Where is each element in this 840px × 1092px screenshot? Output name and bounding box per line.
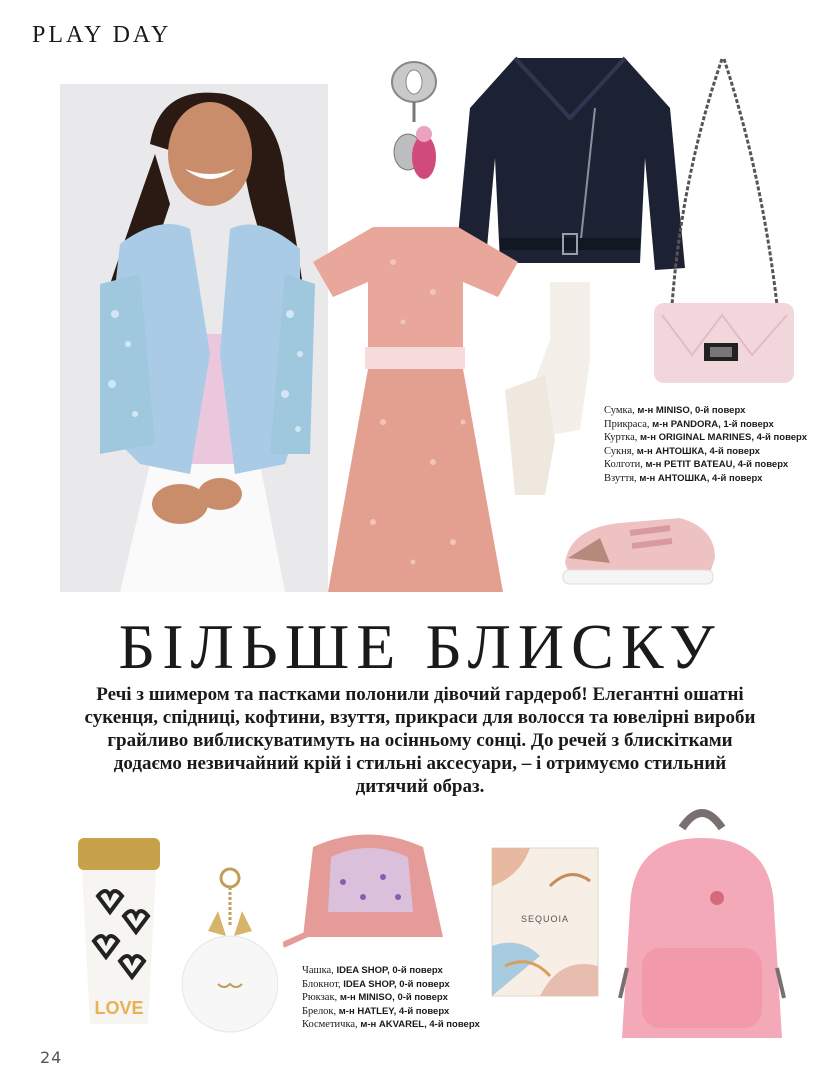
credit-line: Взуття, м-н АНТОШКА, 4-й поверх [604,472,763,484]
credit-line: Рюкзак, м-н MINISO, 0-й поверх [302,992,448,1003]
credit-line: Куртка, м-н ORIGINAL MARINES, 4-й поверх [604,432,808,443]
white-tights-image [505,280,595,495]
bunny-keychain-image [178,866,278,1041]
pink-bag-image [652,55,797,385]
credit-line: Косметичка, м-н AKVAREL, 4-й поверх [302,1019,480,1030]
credit-line: Блокнот, IDEA SHOP, 0-й поверх [302,978,450,990]
charm-pendant-image [384,52,444,202]
section-title: PLAY DAY [32,22,172,48]
pink-sneakers-image [560,508,720,588]
cup-love-text: LOVE [94,998,144,1018]
sequin-dress-image [313,222,518,592]
headline: БІЛЬШЕ БЛИСКУ [118,611,722,682]
credit-line: Прикраса, м-н PANDORA, 1-й поверх [604,418,774,430]
lead-paragraph: Речі з шимером та пастками полонили дівочий гардероб! Елегантні ошатні сукенця, спідниці, кофтини, взуття, прикраси для волосся та ювелірні вироби грайливо виблискуватимуть на осінньому сонці. До речей з блискітками додаємо незвичайний крій і стильні аксесуари, – і отримуємо стильний дитячий образ. [84,684,756,797]
credits-bottom [302,964,480,1032]
pink-backpack-image [612,798,792,1048]
credit-line: Сумка, м-н MINISO, 0-й поверх [604,405,746,416]
page-number: 24 [40,1048,63,1067]
cosmetic-bag-image [283,827,448,952]
notebook-title-text: SEQUOIA [520,914,570,924]
love-cup-image [76,836,162,1026]
credit-line: Чашка, IDEA SHOP, 0-й поверх [302,965,443,976]
credit-line: Брелок, м-н HATLEY, 4-й поверх [302,1005,450,1017]
credit-line: Колготи, м-н PETIT BATEAU, 4-й поверх [604,459,789,470]
credit-line: Сукня, м-н АНТОШКА, 4-й поверх [604,445,760,457]
model-photo [60,84,328,592]
notebook-image [490,846,600,998]
credits-top [604,404,807,485]
